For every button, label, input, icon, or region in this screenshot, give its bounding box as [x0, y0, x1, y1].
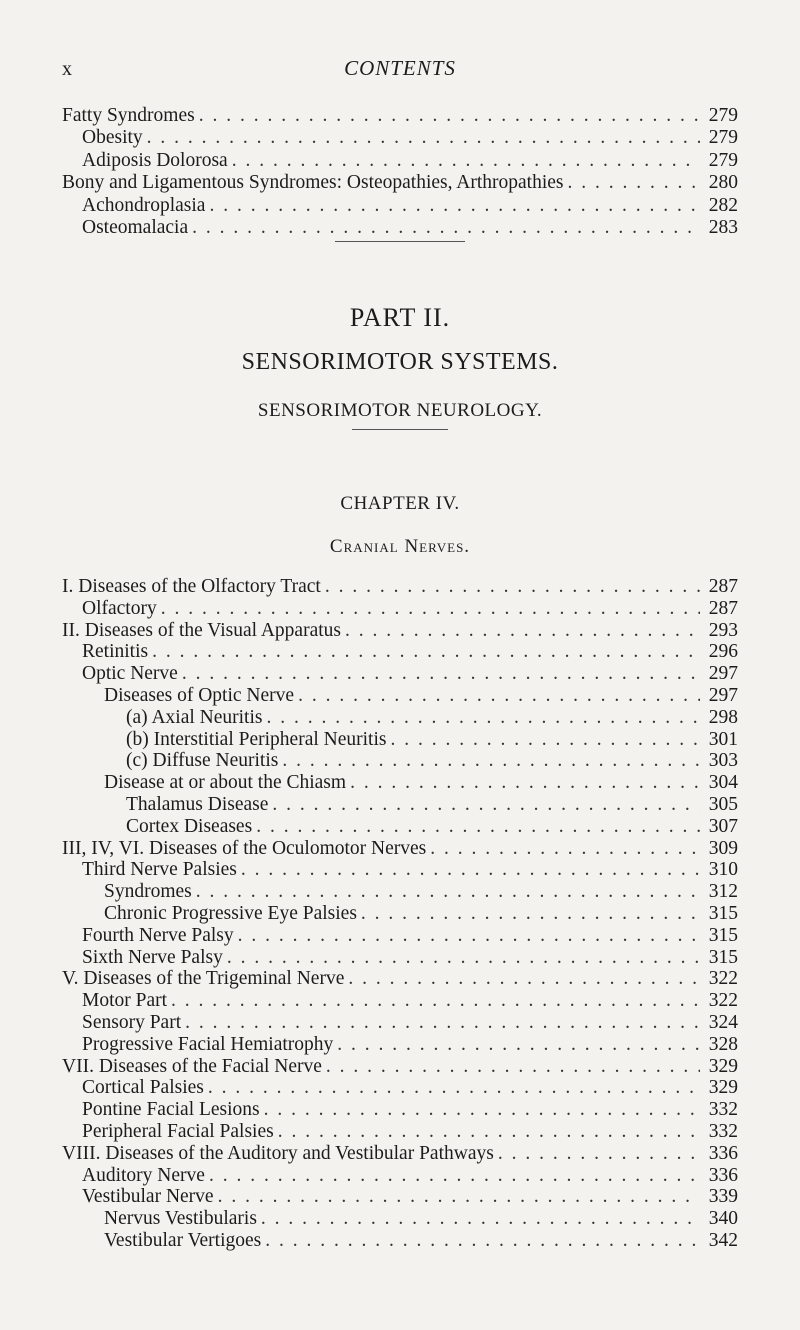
toc-entry-page: 307 — [708, 815, 738, 837]
dot-leader — [192, 217, 700, 239]
toc-entry — [62, 150, 738, 172]
toc-entry-page: 305 — [708, 793, 738, 815]
dot-leader — [282, 750, 700, 772]
toc-entry — [62, 903, 738, 925]
dot-leader — [218, 1186, 700, 1208]
dot-leader — [196, 881, 700, 903]
toc-entry-title: Motor Part — [82, 990, 168, 1012]
toc-entry-title: Bony and Ligamentous Syndromes: Osteopathies, Arthropathies — [62, 172, 564, 194]
toc-entry-title: VII. Diseases of the Facial Nerve — [62, 1055, 322, 1077]
dot-leader — [199, 105, 700, 127]
divider-rule — [352, 429, 448, 430]
toc-entry — [62, 195, 738, 217]
toc-entry-title: Vestibular Vertigoes — [104, 1229, 262, 1251]
dot-leader — [272, 794, 700, 816]
toc-entry-title: Auditory Nerve — [82, 1164, 205, 1186]
toc-entry-title: Chronic Progressive Eye Palsies — [104, 902, 357, 924]
dot-leader — [147, 127, 700, 149]
toc-entry-page: 309 — [708, 837, 738, 859]
toc-entry-title: Pontine Facial Lesions — [82, 1099, 260, 1121]
toc-entry — [62, 172, 738, 194]
toc-entry-page: 280 — [708, 172, 738, 194]
dot-leader — [152, 641, 700, 663]
dot-leader — [298, 685, 700, 707]
toc-entry-page: 279 — [708, 149, 738, 171]
toc-entry — [62, 127, 738, 149]
toc-entry-title: II. Diseases of the Visual Apparatus — [62, 619, 341, 641]
system-title: SENSORIMOTOR SYSTEMS. — [241, 349, 559, 375]
toc-entry-page: 324 — [708, 1011, 738, 1033]
toc-entry — [62, 1012, 738, 1034]
toc-entry — [62, 685, 738, 707]
toc-entry — [62, 838, 738, 860]
toc-entry-title: Cortical Palsies — [82, 1077, 204, 1099]
toc-entry — [62, 816, 738, 838]
dot-leader — [337, 1034, 700, 1056]
toc-entry-page: 296 — [708, 641, 738, 663]
toc-entry — [62, 1143, 738, 1165]
toc-entry-page: 287 — [708, 597, 738, 619]
toc-entry-page: 293 — [708, 619, 738, 641]
toc-entry — [62, 1230, 738, 1252]
part-title: PART II. — [349, 303, 451, 332]
dot-leader — [266, 707, 700, 729]
dot-leader — [568, 172, 700, 194]
toc-entry-page: 303 — [708, 750, 738, 772]
toc-entry-title: Vestibular Nerve — [82, 1186, 214, 1208]
dot-leader — [209, 1165, 700, 1187]
toc-entry-page: 329 — [708, 1077, 738, 1099]
toc-entry-title: Achondroplasia — [82, 194, 206, 216]
dot-leader — [430, 838, 700, 860]
toc-entry-title: I. Diseases of the Olfactory Tract — [62, 576, 321, 597]
toc-entry — [62, 576, 738, 598]
toc-entry-page: 322 — [708, 968, 738, 990]
toc-entry-title: Olfactory — [82, 597, 157, 619]
toc-entry-page: 342 — [708, 1229, 738, 1251]
toc-entry-page: 287 — [708, 576, 738, 597]
toc-entry-page: 301 — [708, 728, 738, 750]
toc-entry-title: Cortex Diseases — [126, 815, 253, 837]
toc-entry-title: Adiposis Dolorosa — [82, 149, 228, 171]
toc-entry-page: 328 — [708, 1033, 738, 1055]
toc-entry-page: 279 — [708, 105, 738, 126]
toc-entry — [62, 859, 738, 881]
toc-entry — [62, 1208, 738, 1230]
toc-entry-title: (c) Diffuse Neuritis — [126, 750, 279, 772]
toc-entry-page: 312 — [708, 881, 738, 903]
toc-entry-title: Syndromes — [104, 881, 192, 903]
toc-entry — [62, 772, 738, 794]
toc-entry — [62, 1186, 738, 1208]
toc-entry — [62, 794, 738, 816]
toc-entry-title: Sensory Part — [82, 1011, 182, 1033]
toc-entry-title: VIII. Diseases of the Auditory and Vestibular Pathways — [62, 1142, 494, 1164]
subject-title: SENSORIMOTOR NEUROLOGY. — [257, 400, 543, 421]
toc-entry — [62, 620, 738, 642]
toc-entry — [62, 729, 738, 751]
dot-leader — [498, 1143, 700, 1165]
toc-entry-title: V. Diseases of the Trigeminal Nerve — [62, 968, 345, 990]
dot-leader — [256, 816, 700, 838]
toc-entry-title: Peripheral Facial Palsies — [82, 1120, 274, 1142]
toc-entry — [62, 1099, 738, 1121]
toc-entry-page: 279 — [708, 127, 738, 149]
running-head: CONTENTS — [344, 56, 456, 80]
toc-entry-page: 329 — [708, 1055, 738, 1077]
toc-entry-page: 332 — [708, 1120, 738, 1142]
toc-entry-title: Progressive Facial Hemiatrophy — [82, 1033, 334, 1055]
dot-leader — [348, 968, 700, 990]
toc-entry — [62, 641, 738, 663]
toc-entry — [62, 1077, 738, 1099]
toc-entry — [62, 925, 738, 947]
toc-entry — [62, 881, 738, 903]
toc-entry — [62, 1165, 738, 1187]
dot-leader — [161, 598, 700, 620]
dot-leader — [265, 1230, 700, 1252]
toc-entry-title: Retinitis — [82, 641, 149, 663]
toc-entry — [62, 1056, 738, 1078]
toc-entry — [62, 1034, 738, 1056]
toc-entry — [62, 663, 738, 685]
toc-entry-title: Nervus Vestibularis — [104, 1208, 257, 1230]
dot-leader — [185, 1012, 700, 1034]
dot-leader — [261, 1208, 700, 1230]
dot-leader — [171, 990, 700, 1012]
toc-main-list — [62, 576, 738, 1252]
toc-entry-title: Optic Nerve — [82, 663, 178, 685]
toc-entry-title: Obesity — [82, 127, 143, 149]
dot-leader — [345, 620, 700, 642]
toc-entry-title: Osteomalacia — [82, 216, 189, 238]
dot-leader — [361, 903, 700, 925]
toc-entry-title: (a) Axial Neuritis — [126, 706, 263, 728]
toc-entry-page: 336 — [708, 1142, 738, 1164]
toc-entry-page: 297 — [708, 663, 738, 685]
toc-entry-page: 336 — [708, 1164, 738, 1186]
toc-entry — [62, 707, 738, 729]
chapter-title: CHAPTER IV. — [340, 493, 460, 514]
toc-entry — [62, 947, 738, 969]
toc-entry — [62, 750, 738, 772]
dot-leader — [326, 1056, 700, 1078]
toc-entry-page: 322 — [708, 990, 738, 1012]
toc-top-list — [62, 105, 738, 239]
dot-leader — [350, 772, 700, 794]
dot-leader — [241, 859, 700, 881]
toc-entry — [62, 1121, 738, 1143]
dot-leader — [390, 729, 700, 751]
toc-entry-title: Third Nerve Palsies — [82, 859, 237, 881]
dot-leader — [227, 947, 700, 969]
toc-entry-title: Sixth Nerve Palsy — [82, 946, 223, 968]
toc-entry-page: 310 — [708, 859, 738, 881]
toc-entry-title: Disease at or about the Chiasm — [104, 772, 347, 794]
toc-entry-page: 297 — [708, 684, 738, 706]
dot-leader — [278, 1121, 700, 1143]
toc-entry-page: 332 — [708, 1099, 738, 1121]
toc-entry-page: 315 — [708, 946, 738, 968]
toc-entry-page: 283 — [708, 216, 738, 238]
dot-leader — [208, 1077, 700, 1099]
toc-entry-title: Fatty Syndromes — [62, 105, 195, 126]
toc-entry-page: 339 — [708, 1186, 738, 1208]
toc-entry-title: III, IV, VI. Diseases of the Oculomotor Nerves — [62, 837, 427, 859]
toc-entry-page: 315 — [708, 924, 738, 946]
toc-entry — [62, 217, 738, 239]
toc-entry — [62, 968, 738, 990]
section-title: Cranial Nerves. — [329, 536, 471, 557]
dot-leader — [238, 925, 700, 947]
page-number: x — [62, 58, 72, 80]
dot-leader — [232, 150, 700, 172]
toc-entry-title: Thalamus Disease — [126, 793, 269, 815]
toc-entry — [62, 990, 738, 1012]
divider-rule — [335, 241, 465, 242]
toc-entry-title: Fourth Nerve Palsy — [82, 924, 234, 946]
toc-entry-page: 304 — [708, 772, 738, 794]
dot-leader — [182, 663, 700, 685]
toc-entry — [62, 598, 738, 620]
toc-entry-page: 298 — [708, 706, 738, 728]
toc-entry-page: 315 — [708, 902, 738, 924]
dot-leader — [264, 1099, 700, 1121]
toc-entry-title: Diseases of Optic Nerve — [104, 684, 295, 706]
dot-leader — [325, 576, 700, 598]
toc-entry-page: 340 — [708, 1208, 738, 1230]
toc-entry-title: (b) Interstitial Peripheral Neuritis — [126, 728, 387, 750]
dot-leader — [209, 195, 700, 217]
toc-entry — [62, 105, 738, 127]
toc-entry-page: 282 — [708, 194, 738, 216]
